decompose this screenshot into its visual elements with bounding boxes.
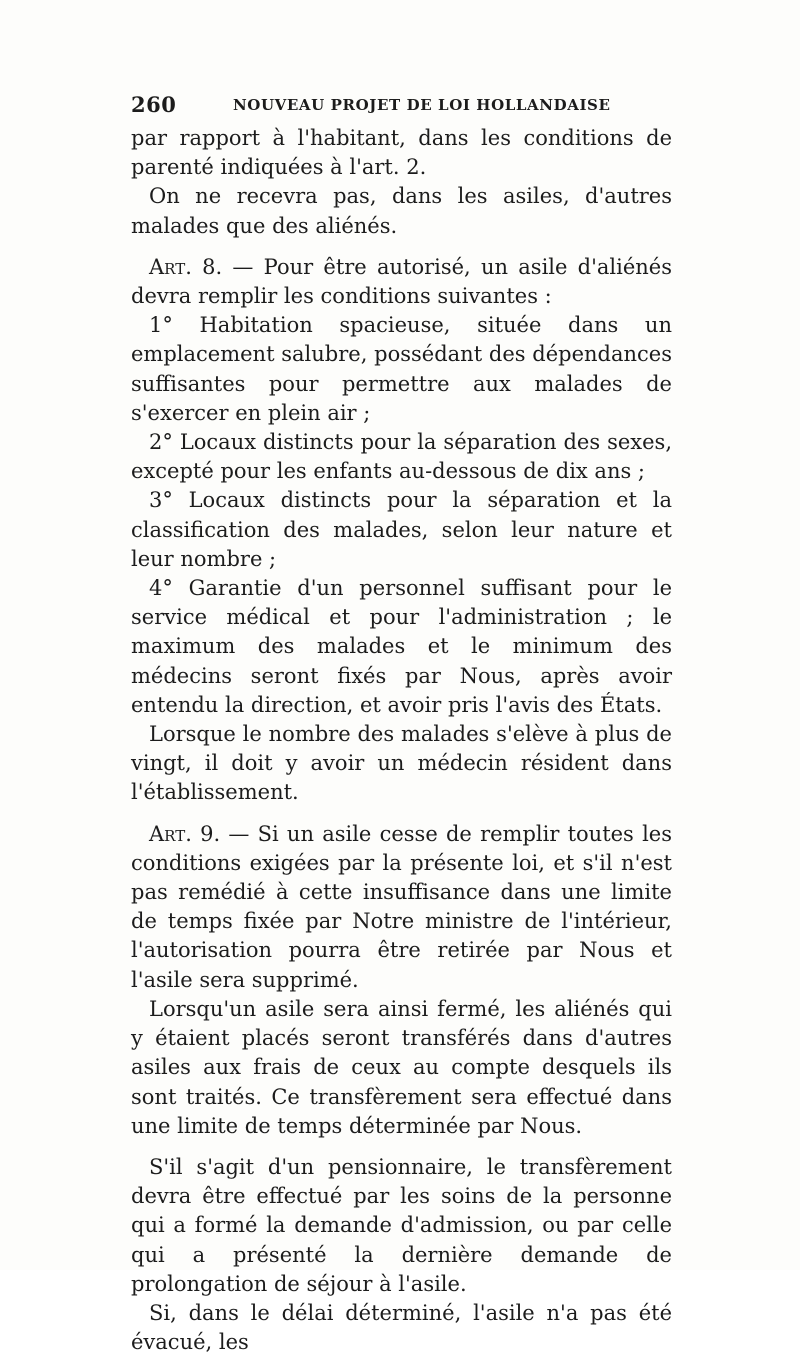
article-9	[131, 820, 672, 995]
article-9-text: — Si un asile cesse de remplir toutes les conditions exigées par la présente loi, et s'il n'est pas remédié à cette insuffisance dans une limite de temps fixée par Notre ministre de l'intérieur, l'autorisation pourra être retirée par Nous et l'asile sera supprimé.	[131, 821, 672, 992]
page-number: 260	[131, 92, 177, 117]
paragraph-medecin-resident: Lorsque le nombre des malades s'elève à plus de vingt, il doit y avoir un médecin résident dans l'établissement.	[131, 722, 672, 805]
article-9-label: Art. 9.	[149, 821, 221, 846]
paragraph-continuation: par rapport à l'habitant, dans les conditions de parenté indiquées à l'art. 2.	[131, 126, 672, 180]
paragraph-delai: Si, dans le délai déterminé, l'asile n'a pas été évacué, les	[131, 1300, 672, 1355]
running-title: NOUVEAU PROJET DE LOI HOLLANDAISE	[233, 96, 611, 114]
paragraph-fermeture: Lorsqu'un asile sera ainsi fermé, les aliénés qui y étaient placés seront transférés dans d'autres asiles aux frais de ceux au compte desquels ils sont traités. Ce transfèrement sera effectué dans une limite de temps déterminée par Nous.	[131, 996, 672, 1138]
article-8-label: Art. 8.	[149, 254, 223, 279]
article-8	[131, 253, 672, 311]
condition-3: 3° Locaux distincts pour la séparation et la classification des malades, selon leur nature et leur nombre ;	[131, 488, 672, 571]
article-8-text: — Pour être autorisé, un asile d'aliénés devra remplir les conditions suivantes :	[131, 254, 673, 309]
paragraph-malades: On ne recevra pas, dans les asiles, d'autres malades que des aliénés.	[131, 184, 672, 238]
condition-4: 4° Garantie d'un personnel suffisant pour le service médical et pour l'administration ; le maximum des malades et le minimum des médecins seront fixés par Nous, après avoir entendu la direction, et avoir pris l'avis des États.	[131, 576, 672, 717]
condition-1: 1° Habitation spacieuse, située dans un emplacement salubre, possédant des dépendances suffisantes pour permettre aux malades de s'exercer en plein air ;	[131, 313, 672, 425]
running-head	[131, 92, 672, 120]
condition-2: 2° Locaux distincts pour la séparation des sexes, excepté pour les enfants au-dessous de dix ans ;	[131, 430, 672, 484]
body-text	[131, 124, 672, 1357]
paragraph-pensionnaire: S'il s'agit d'un pensionnaire, le transfèrement devra être effectué par les soins de la personne qui a formé la demande d'admission, ou par celle qui a présenté la dernière demande de prolongation de séjour à l'asile.	[131, 1154, 672, 1296]
